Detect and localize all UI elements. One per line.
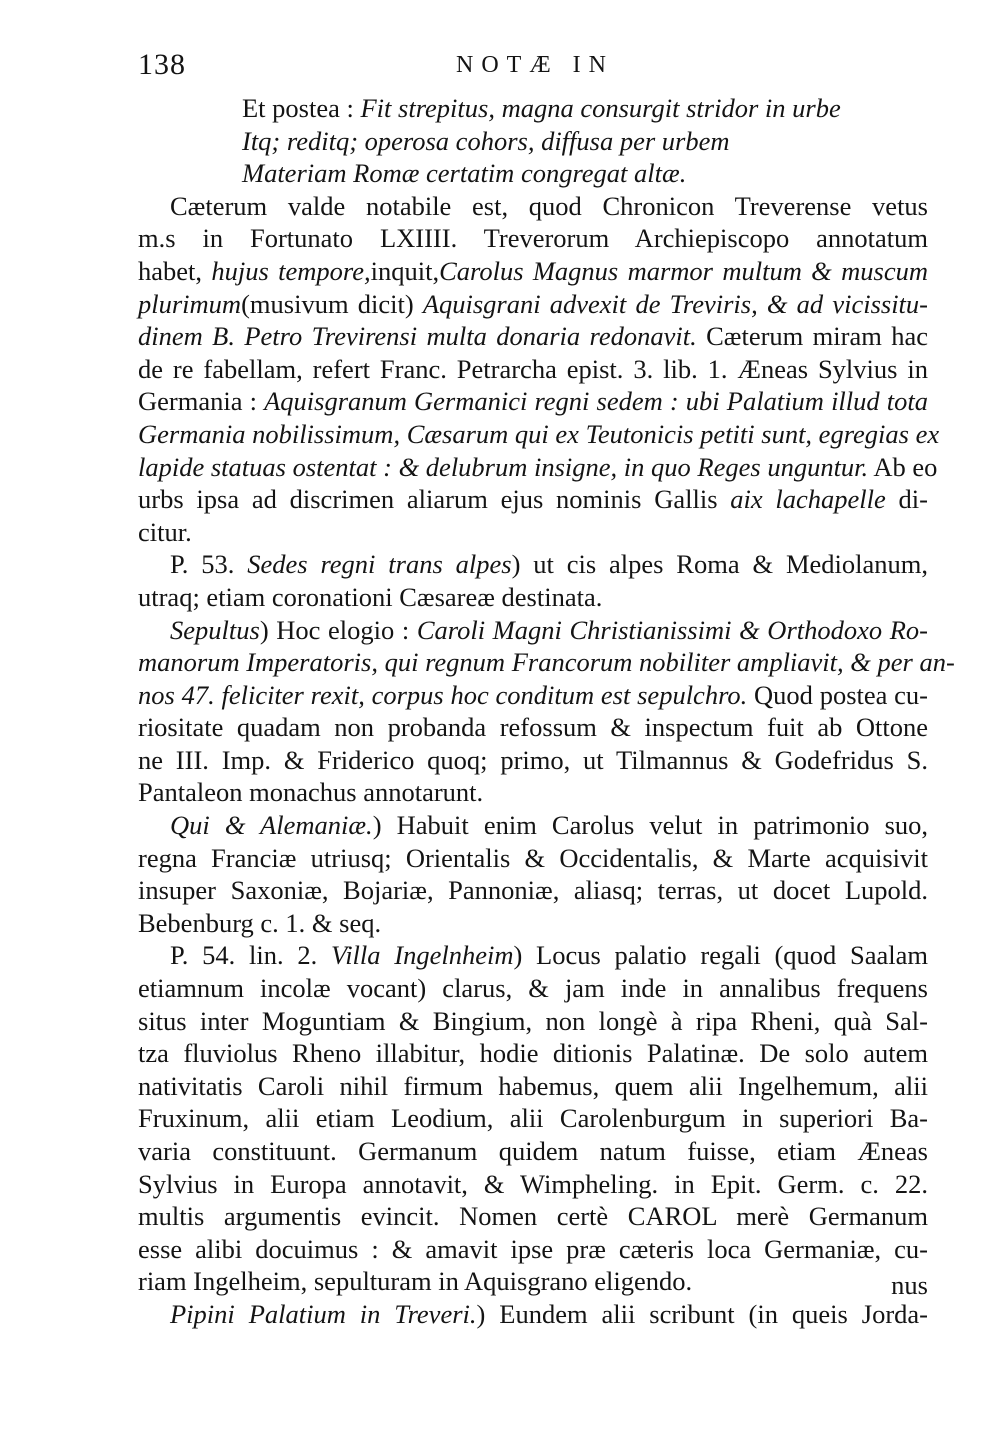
text-line bbox=[138, 842, 928, 875]
italic-segment: hujus tempore, bbox=[211, 255, 371, 286]
roman-segment: regna Franciæ utriusq; Orientalis & Occidentalis, & Marte acquisivit bbox=[138, 842, 928, 873]
page-header bbox=[138, 48, 928, 88]
italic-segment: plurimum bbox=[138, 288, 242, 319]
roman-segment: varia constituunt. Germanum quidem natum fuisse, etiam Æneas bbox=[138, 1136, 928, 1166]
text-line bbox=[138, 353, 928, 386]
text-line bbox=[138, 1168, 928, 1201]
roman-segment: Et postea : bbox=[242, 93, 361, 123]
text-line bbox=[138, 255, 928, 288]
body-text bbox=[138, 92, 955, 1331]
text-line bbox=[138, 1037, 928, 1070]
italic-segment: Pipini Palatium in Treveri. bbox=[170, 1298, 477, 1329]
italic-segment: Sedes regni trans alpes bbox=[247, 549, 512, 580]
text-line bbox=[138, 1102, 928, 1135]
text-line bbox=[138, 1135, 928, 1168]
text-line bbox=[138, 581, 928, 614]
roman-segment: utraq; etiam coronationi Cæsareæ destinata. bbox=[138, 581, 603, 612]
running-head: NOTÆ IN bbox=[456, 52, 614, 78]
roman-segment: di- bbox=[885, 484, 928, 515]
roman-segment: habet, bbox=[138, 255, 212, 286]
text-line bbox=[138, 972, 928, 1005]
roman-segment: P. 53. bbox=[170, 549, 248, 580]
text-line bbox=[138, 939, 928, 972]
roman-segment: P. 54. lin. 2. bbox=[170, 940, 331, 971]
italic-segment: Caroli Magni Christianissimi & Orthodoxo Ro- bbox=[416, 614, 929, 645]
roman-segment: inquit, bbox=[370, 255, 440, 286]
roman-segment: situs inter Moguntiam & Bingium, non longè à ripa Rheni, quà Sal- bbox=[138, 1005, 928, 1036]
text-line bbox=[138, 288, 928, 321]
roman-segment: Pantaleon monachus annotarunt. bbox=[138, 777, 484, 808]
text-line bbox=[138, 157, 928, 190]
text-line bbox=[138, 809, 928, 842]
roman-segment: (musivum dicit) bbox=[241, 288, 423, 319]
text-line bbox=[138, 385, 928, 418]
text-line bbox=[138, 744, 928, 777]
roman-segment: de re fabellam, refert Franc. Petrarcha epist. 3. lib. 1. Æneas Sylvius in bbox=[138, 353, 928, 384]
text-line bbox=[138, 92, 928, 125]
roman-segment: multis argumentis evincit. Nomen certè CAROL merè Germanum bbox=[138, 1201, 928, 1232]
page-number: 138 bbox=[138, 48, 186, 81]
roman-segment: Cæterum valde notabile est, quod Chronicon Treverense vetus bbox=[170, 190, 928, 221]
italic-segment: Qui & Alemaniæ. bbox=[170, 810, 373, 841]
roman-segment: riam Ingelheim, sepulturam in Aquisgrano eligendo. bbox=[138, 1266, 693, 1297]
text-line bbox=[138, 1070, 928, 1103]
italic-segment: Materiam Romæ certatim congregat altæ. bbox=[242, 158, 687, 189]
italic-segment: Villa Ingelnheim bbox=[330, 940, 514, 971]
roman-segment: Fruxinum, alii etiam Leodium, alii Carolenburgum in superiori Ba- bbox=[138, 1103, 928, 1134]
italic-segment: nos 47. feliciter rexit, corpus hoc conditum est sepulchro. bbox=[138, 679, 748, 710]
roman-segment: ne III. Imp. & Friderico quoq; primo, ut Tilmannus & Godefridus S. bbox=[138, 744, 928, 775]
text-line bbox=[138, 516, 928, 549]
roman-segment: m.s in Fortunato LXIIII. Treverorum Archiepiscopo annotatum bbox=[138, 223, 928, 254]
italic-segment: Aquisgrani advexit de Treviris, & ad vicissitu- bbox=[422, 288, 928, 319]
roman-segment: Sylvius in Europa annotavit, & Wimpheling. in Epit. Germ. c. 22. bbox=[138, 1168, 928, 1199]
italic-segment: dinem B. Petro Trevirensi multa donaria redonavit. bbox=[138, 321, 697, 352]
roman-segment: citur. bbox=[138, 516, 192, 547]
roman-segment: nativitatis Caroli nihil firmum habemus, quem alii Ingelhemum, alii bbox=[138, 1070, 928, 1101]
italic-segment: Itq; reditq; operosa cohors, diffusa per urbem bbox=[242, 125, 730, 156]
text-line bbox=[138, 125, 928, 158]
catchword: nus bbox=[891, 1270, 928, 1300]
text-line bbox=[138, 451, 938, 484]
roman-segment: Germania : bbox=[138, 386, 265, 417]
roman-segment: ) ut cis alpes Roma & Mediolanum, bbox=[511, 549, 928, 580]
roman-segment: Bebenburg c. 1. & seq. bbox=[138, 907, 382, 938]
text-line bbox=[138, 646, 955, 679]
italic-segment: Carolus Magnus marmor multum & muscum bbox=[439, 255, 928, 286]
italic-segment: manorum Imperatoris, qui regnum Francorum nobiliter ampliavit, & per an- bbox=[138, 647, 955, 678]
roman-segment: etiamnum incolæ vocant) clarus, & jam inde in annalibus frequens bbox=[138, 973, 928, 1004]
text-line bbox=[138, 418, 940, 451]
roman-segment: Ab eo bbox=[868, 451, 938, 482]
roman-segment: ) Eundem alii scribunt (in queis Jorda- bbox=[476, 1298, 928, 1329]
italic-segment: Germania nobilissimum, Cæsarum qui ex Teutonicis petiti sunt, egregias ex bbox=[138, 418, 940, 449]
text-line bbox=[138, 679, 928, 712]
roman-segment: insuper Saxoniæ, Bojariæ, Pannoniæ, aliasq; terras, ut docet Lupold. bbox=[138, 875, 928, 906]
text-line bbox=[138, 1200, 928, 1233]
roman-segment: riositate quadam non probanda refossum & inspectum fuit ab Ottone bbox=[138, 712, 928, 743]
text-line bbox=[138, 776, 928, 809]
italic-segment: Sepultus bbox=[170, 614, 260, 645]
roman-segment: Quod postea cu- bbox=[747, 679, 928, 710]
roman-segment: tza fluviolus Rheno illabitur, hodie ditionis Palatinæ. De solo autem bbox=[138, 1038, 928, 1069]
roman-segment: urbs ipsa ad discrimen aliarum ejus nominis Gallis bbox=[138, 484, 731, 515]
roman-segment: Cæterum miram hac bbox=[696, 321, 928, 352]
text-line bbox=[138, 874, 928, 907]
italic-segment: Aquisgranum Germanici regni sedem : ubi Palatium illud tota bbox=[264, 386, 928, 417]
text-line bbox=[138, 907, 928, 940]
text-line bbox=[138, 190, 928, 223]
text-line bbox=[138, 614, 928, 647]
roman-segment: ) Hoc elogio : bbox=[259, 614, 417, 645]
italic-segment: aix lachapelle bbox=[730, 484, 886, 515]
roman-segment: ) Locus palatio regali (quod Saalam bbox=[513, 940, 928, 971]
text-line bbox=[138, 711, 928, 744]
text-line bbox=[138, 222, 928, 255]
text-line bbox=[138, 548, 928, 581]
text-line bbox=[138, 320, 928, 353]
italic-segment: lapide statuas ostentat : & delubrum insigne, in quo Reges unguntur. bbox=[138, 451, 869, 482]
text-line bbox=[138, 1005, 928, 1038]
text-line bbox=[138, 1265, 928, 1298]
text-line bbox=[138, 483, 928, 516]
text-line bbox=[138, 1298, 928, 1331]
roman-segment: esse alibi docuimus : & amavit ipse præ cæteris loca Germaniæ, cu- bbox=[138, 1233, 928, 1264]
roman-segment: ) Habuit enim Carolus velut in patrimonio suo, bbox=[372, 810, 929, 841]
text-line bbox=[138, 1233, 928, 1266]
italic-segment: Fit strepitus, magna consurgit stridor in urbe bbox=[360, 93, 841, 123]
